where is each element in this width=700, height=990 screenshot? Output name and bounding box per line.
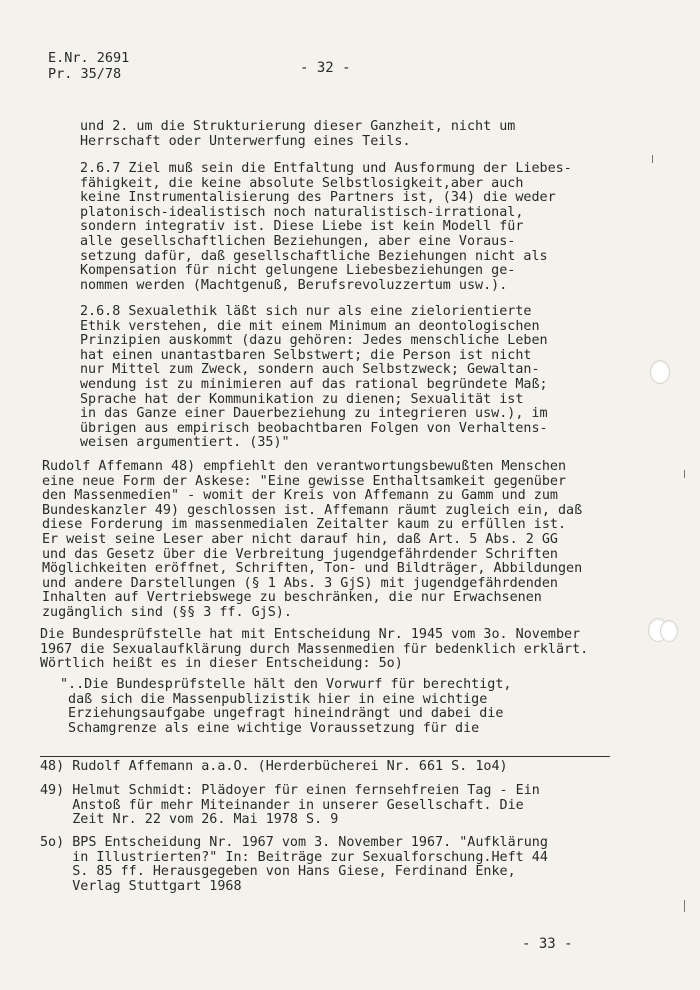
margin-mark bbox=[684, 470, 685, 478]
margin-mark bbox=[652, 155, 653, 163]
next-page-marker: - 33 - bbox=[522, 936, 573, 952]
block-quote: "..Die Bundesprüfstelle hält den Vorwurf für berechtigt, daß sich die Massenpublizistik hier in eine wichtige Erziehungsaufgabe ungefragt hineindrängt und dabei die Schamgrenze als eine wichtige Voraussetzung für die bbox=[60, 677, 512, 736]
paragraph-2-6-7: 2.6.7 Ziel muß sein die Entfaltung und Ausformung der Liebes- fähigkeit, die keine absolute Selbstlosigkeit,aber auch keine Instrumentalisierung des Partners ist, (34) die weder platonisch-idealistisch noch naturalistisch-irrational, sondern integrativ ist. Diese Liebe ist kein Modell für alle gesellschaftlichen Beziehungen, aber eine Voraus- setzung dafür, daß gesellschaftliche Beziehungen nicht als Kompensation für nicht gelungene Liebesbeziehungen ge- nommen werden (Machtgenuß, Berufsrevoluzzertum usw.). bbox=[80, 161, 572, 293]
paragraph-bundespruefstelle: Die Bundesprüfstelle hat mit Entscheidung Nr. 1945 vom 3o. November 1967 die Sexualaufklärung durch Massenmedien für bedenklich erklärt. Wörtlich heißt es in dieser Entscheidung: 5o) bbox=[40, 627, 589, 672]
file-reference bbox=[48, 50, 129, 82]
page-number: - 32 - bbox=[300, 60, 351, 76]
footnote-49: 49) Helmut Schmidt: Plädoyer für einen fernsehfreien Tag - Ein Anstoß für mehr Miteinander in unserer Gesellschaft. Die Zeit Nr. 22 vom 26. Mai 1978 S. 9 bbox=[40, 783, 540, 828]
paragraph-2-6-8: 2.6.8 Sexualethik läßt sich nur als eine zielorientierte Ethik verstehen, die mit einem Minimum an deontologischen Prinzipien auskommt (dazu gehören: Jedes menschliche Leben hat einen unantastbaren Selbstwert; die Person ist nicht nur Mittel zum Zweck, sondern auch Selbstzweck; Gewaltan- wendung ist zu minimieren auf das rational begründete Maß; Sprache hat der Kommunikation zu dienen; Sexualität ist in das Ganze einer Dauerbeziehung zu integrieren usw.), im übrigen aus empirisch beobachtbaren Folgen von Verhaltens- weisen argumentiert. (35)" bbox=[80, 304, 548, 451]
protocol-number: Pr. 35/78 bbox=[48, 66, 122, 82]
paragraph-continuation: und 2. um die Strukturierung dieser Ganzheit, nicht um Herrschaft oder Unterwerfung eines Teils. bbox=[80, 119, 516, 149]
entry-number: E.Nr. 2691 bbox=[48, 50, 130, 66]
paragraph-affemann: Rudolf Affemann 48) empfiehlt den verantwortungsbewußten Menschen eine neue Form der Askese: "Eine gewisse Enthaltsamkeit gegenüber den Massenmedien" - womit der Kreis von Affemann zu Gamm und zum Bundeskanzler 49) geschlossen ist. Affemann räumt zugleich ein, daß diese Forderung im massenmedialen Zeitalter kaum zu erfüllen ist. Er weist seine Leser aber nicht darauf hin, daß Art. 5 Abs. 2 GG und das Gesetz über die Verbreitung jugendgefährdender Schriften Möglichkeiten eröffnet, Schriften, Ton- und Bildträger, Abbildungen und andere Darstellungen (§ 1 Abs. 3 GjS) mit jugendgefährdenden Inhalten auf Vertriebswege zu beschränken, die nur Erwachsenen zugänglich sind (§§ 3 ff. GjS). bbox=[42, 459, 583, 620]
footnote-separator bbox=[40, 756, 610, 757]
punch-hole bbox=[660, 620, 678, 642]
margin-mark bbox=[684, 900, 685, 912]
footnote-50: 5o) BPS Entscheidung Nr. 1967 vom 3. November 1967. "Aufklärung in Illustrierten?" In: Beiträge zur Sexualforschung.Heft 44 S. 85 ff. Herausgegeben von Hans Giese, Ferdinand Enke, Verlag Stuttgart 1968 bbox=[40, 835, 548, 894]
punch-hole bbox=[650, 360, 670, 384]
footnote-48: 48) Rudolf Affemann a.a.O. (Herderbücherei Nr. 661 S. 1o4) bbox=[40, 759, 508, 774]
